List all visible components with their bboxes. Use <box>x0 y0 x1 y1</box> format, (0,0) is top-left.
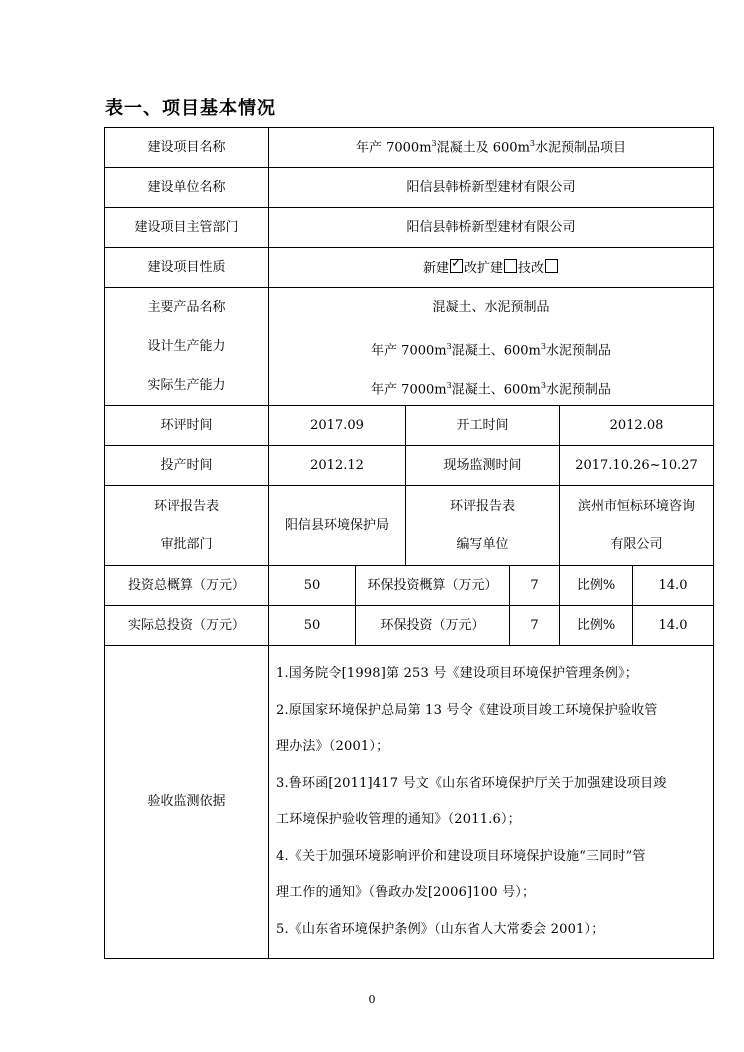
cell-value: 14.0 <box>633 606 714 646</box>
cell-label: 建设单位名称 <box>105 168 269 208</box>
table-row <box>105 606 714 646</box>
cell-value-stack: 混凝土、水泥预制品 年产 $7000m^3$混凝土、$600m^3$水泥预制品 年产 $7000m^3$混凝土、$600m^3$水泥预制品 <box>269 288 714 406</box>
basis-list <box>269 646 714 959</box>
cell-label: 建设项目名称 <box>105 128 269 168</box>
cell-label: 实际总投资（万元） <box>105 606 269 646</box>
nature-expand-label: 改扩建 <box>463 260 503 276</box>
cell-label: 比例% <box>560 566 633 606</box>
basis-line: 5.《山东省环境保护条例》（山东省人大常委会 2001）； <box>276 921 605 937</box>
table-row <box>105 406 714 446</box>
table-row <box>105 208 714 248</box>
nature-new-label: 新建 <box>422 260 449 276</box>
basis-line: 理工作的通知》（鲁政办发[2006]100 号）； <box>276 885 536 900</box>
basis-line: 1.国务院令[1998]第 253 号《建设项目环境保护管理条例》； <box>276 666 639 681</box>
table-row <box>105 168 714 208</box>
project-info-table <box>104 127 714 959</box>
cell-label: 环保投资概算（万元） <box>356 566 510 606</box>
cell-label: 验收监测依据 <box>105 646 269 959</box>
basis-line: 2.原国家环境保护总局第 13 号令《建设项目竣工环境保护验收管 <box>276 702 658 718</box>
page-number: 0 <box>368 993 376 1006</box>
table-row <box>105 566 714 606</box>
table-row <box>105 486 714 566</box>
cell-label: 投资总概算（万元） <box>105 566 269 606</box>
table-row <box>105 248 714 288</box>
cell-label: 现场监测时间 <box>406 446 560 486</box>
table-row <box>105 646 714 959</box>
basis-line: 4.《关于加强环境影响评价和建设项目环境保护设施“三同时”管 <box>276 848 646 864</box>
cell-value: 50 <box>269 566 356 606</box>
cell-value: 2012.08 <box>560 406 714 446</box>
cell-value: 14.0 <box>633 566 714 606</box>
cell-label: 环评报告表 审批部门 <box>105 486 269 566</box>
cell-value: 滨州市恒标环境咨询 有限公司 <box>560 486 714 566</box>
checkbox-tech[interactable] <box>545 259 558 273</box>
table-row <box>105 446 714 486</box>
cell-value: 7 <box>510 566 560 606</box>
basis-line: 3.鲁环函[2011]417 号文《山东省环境保护厅关于加强建设项目竣 <box>276 775 667 791</box>
table-row <box>105 128 714 168</box>
basis-line: 理办法》（2001）； <box>276 739 390 754</box>
cell-value: 2017.10.26~10.27 <box>560 446 714 486</box>
cell-label: 环保投资（万元） <box>356 606 510 646</box>
cell-value <box>269 248 714 288</box>
cell-value: 2012.12 <box>269 446 406 486</box>
cell-label: 开工时间 <box>406 406 560 446</box>
cell-value: 7 <box>510 606 560 646</box>
checkbox-new[interactable] <box>450 259 463 273</box>
cell-label: 比例% <box>560 606 633 646</box>
table-row <box>105 288 714 406</box>
page-title: 表一、项目基本情况 <box>105 98 276 119</box>
cell-value: 阳信县环境保护局 <box>269 486 406 566</box>
checkbox-expand[interactable] <box>504 259 517 273</box>
cell-value: 年产 $7000m^3$混凝土及 $600m^3$水泥预制品项目 <box>269 128 714 168</box>
cell-value: 阳信县韩桥新型建材有限公司 <box>269 208 714 248</box>
basis-line: 工环境保护验收管理的通知》（2011.6）； <box>276 812 521 827</box>
nature-tech-label: 技改 <box>518 260 545 276</box>
cell-label: 建设项目主管部门 <box>105 208 269 248</box>
cell-value: 阳信县韩桥新型建材有限公司 <box>269 168 714 208</box>
cell-value: 50 <box>269 606 356 646</box>
cell-label: 环评报告表 编写单位 <box>406 486 560 566</box>
cell-value: 2017.09 <box>269 406 406 446</box>
cell-label: 投产时间 <box>105 446 269 486</box>
cell-label-stack: 主要产品名称 设计生产能力 实际生产能力 <box>105 288 269 406</box>
cell-label: 环评时间 <box>105 406 269 446</box>
cell-label: 建设项目性质 <box>105 248 269 288</box>
